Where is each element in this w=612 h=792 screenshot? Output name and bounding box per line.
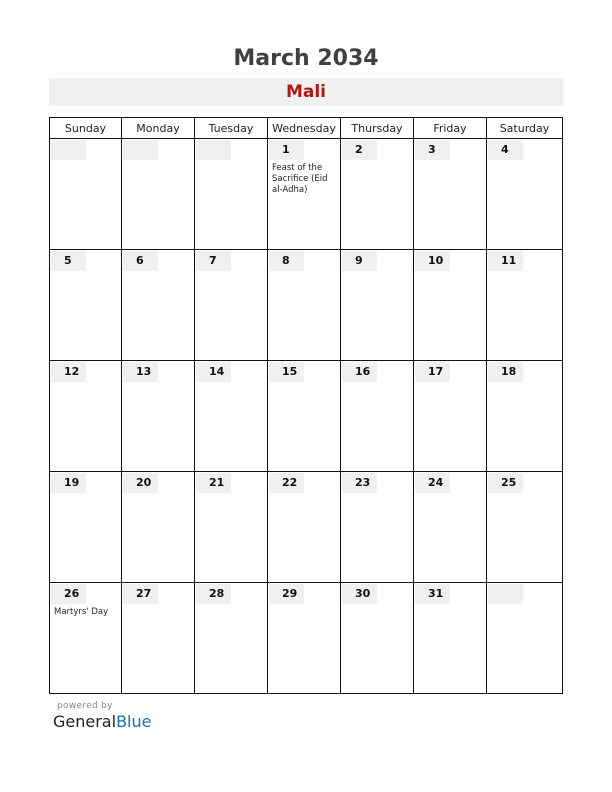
day-cell [341,361,414,472]
day-number: 19 [51,473,86,493]
day-cell [268,250,341,361]
day-number: 26 [51,584,86,604]
day-cell [487,583,563,694]
weekday-header-row [50,118,563,139]
holiday-label: Feast of the Sacrifice (Eid al-Adha) [272,163,328,195]
day-number: 24 [415,473,450,493]
day-cell [122,472,195,583]
week-row [50,361,563,472]
day-number: 3 [415,140,450,160]
day-cell [195,250,268,361]
week-row [50,250,563,361]
day-cell [50,583,122,694]
week-row [50,583,563,694]
day-cell [122,361,195,472]
day-cell [122,139,195,250]
day-number: 23 [342,473,377,493]
weekday-header: Tuesday [195,118,268,139]
day-cell [195,139,268,250]
day-cell [414,139,487,250]
day-number: 17 [415,362,450,382]
day-number: 22 [269,473,304,493]
day-number: 9 [342,251,377,271]
day-cell [50,472,122,583]
weekday-header: Saturday [487,118,563,139]
day-cell [487,472,563,583]
country-name: Mali [285,82,327,102]
day-number: 27 [123,584,158,604]
weekday-header: Thursday [341,118,414,139]
weekday-header: Friday [414,118,487,139]
day-number: 15 [269,362,304,382]
day-number: 28 [196,584,231,604]
day-cell [341,583,414,694]
day-number: 7 [196,251,231,271]
day-cell [195,472,268,583]
day-number: 13 [123,362,158,382]
day-cell [341,472,414,583]
weekday-header: Wednesday [268,118,341,139]
day-cell [50,250,122,361]
day-cell [414,250,487,361]
day-cell [414,583,487,694]
day-cell [341,139,414,250]
calendar-body [50,139,563,694]
powered-by-text: powered by [57,701,113,711]
day-number: 20 [123,473,158,493]
country-bar [49,78,563,106]
day-cell [50,361,122,472]
day-number: 6 [123,251,158,271]
day-cell [122,250,195,361]
holiday-label: Martyrs' Day [54,607,109,617]
day-cell [341,250,414,361]
day-number: 31 [415,584,450,604]
week-row [50,472,563,583]
day-number: 25 [488,473,523,493]
page-title: March 2034 [233,46,379,71]
brand-logo [53,712,151,731]
day-number: 5 [51,251,86,271]
brand-text-general: General [53,712,117,731]
day-cell [414,361,487,472]
day-number: 12 [51,362,86,382]
day-cell [268,583,341,694]
day-cell [50,139,122,250]
day-cell [268,361,341,472]
day-cell [122,583,195,694]
day-cell [268,139,341,250]
day-number: 29 [269,584,304,604]
day-cell [414,472,487,583]
day-number: 2 [342,140,377,160]
day-number: 8 [269,251,304,271]
day-number: 16 [342,362,377,382]
day-cell [268,472,341,583]
day-cell [487,250,563,361]
day-cell [487,361,563,472]
day-number [196,140,231,160]
brand-text-blue: Blue [116,712,152,731]
weekday-header: Sunday [50,118,122,139]
day-number: 14 [196,362,231,382]
day-number: 10 [415,251,450,271]
day-number: 4 [488,140,523,160]
day-cell [195,583,268,694]
day-number [123,140,158,160]
weekday-header: Monday [122,118,195,139]
day-cell [195,361,268,472]
day-number: 18 [488,362,523,382]
day-cell [487,139,563,250]
day-number: 30 [342,584,377,604]
calendar-grid [49,117,563,694]
day-number: 21 [196,473,231,493]
day-number: 11 [488,251,523,271]
day-number [488,584,523,604]
day-number: 1 [269,140,304,160]
day-number [51,140,86,160]
week-row [50,139,563,250]
